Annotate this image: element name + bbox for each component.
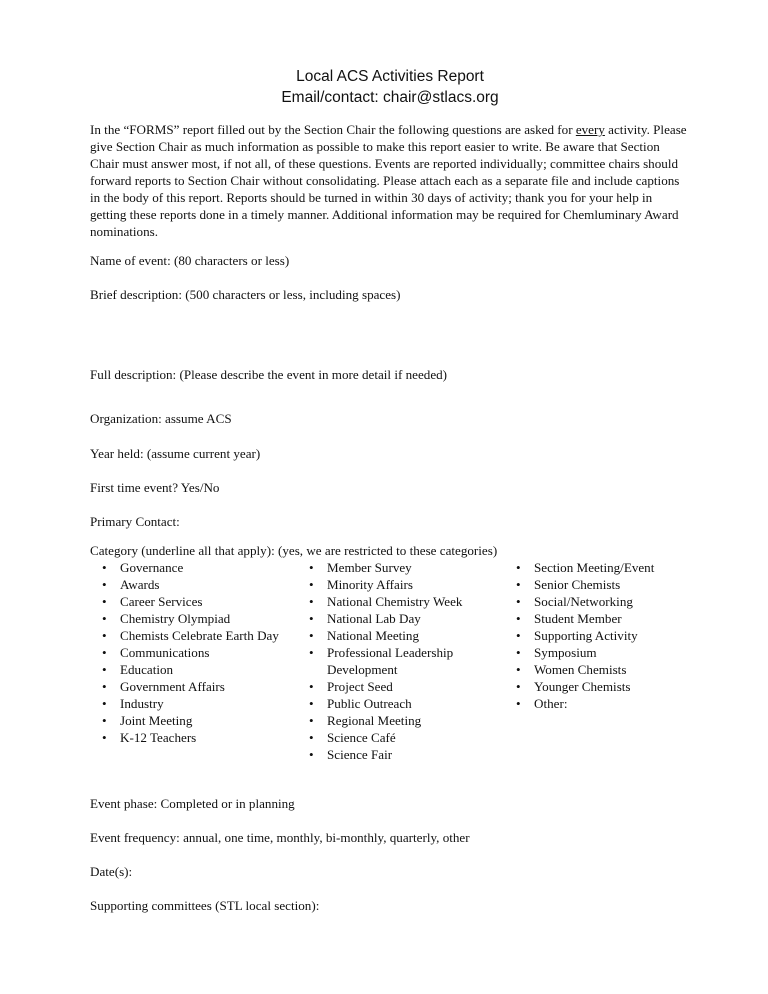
category-item [100, 695, 300, 712]
category-item [100, 576, 300, 593]
category-item [307, 610, 507, 627]
category-label: Joint Meeting [120, 713, 193, 728]
category-item [100, 729, 300, 746]
intro-underlined-word: every [575, 122, 605, 137]
category-label: National Meeting [327, 628, 419, 643]
bullet-icon: • [102, 645, 107, 660]
category-column-1 [100, 559, 300, 746]
bullet-icon: • [516, 560, 521, 575]
header [90, 66, 690, 108]
bullet-icon: • [309, 679, 314, 694]
category-item [514, 593, 694, 610]
category-item [100, 712, 300, 729]
category-item [514, 661, 694, 678]
category-label: Science Fair [327, 747, 393, 762]
category-item [307, 559, 507, 576]
category-item [100, 661, 300, 678]
intro-text-rest: activity. Please give Section Chair as much information as possible to make this report easier to write. Be aware that Section Chair must answer most, if not all, of these questions. Events are reported individually; committee chairs should forward reports to Section Chair without consolidating. Please attach each as a separate file and include captions in the body of this report. Reports should be turned in within 30 days of activity; thank you for your help in getting these reports done in a timely manner. Additional information may be required for Chemluminary Award nominations. [90, 122, 687, 239]
field-organization: Organization: assume ACS [90, 411, 232, 426]
category-item [100, 593, 300, 610]
bullet-icon: • [102, 730, 107, 745]
bullet-icon: • [102, 696, 107, 711]
category-item [100, 644, 300, 661]
field-supporting-committees: Supporting committees (STL local section): [90, 898, 320, 913]
category-label: Student Member [534, 611, 622, 626]
category-label: Social/Networking [534, 594, 633, 609]
category-label: K-12 Teachers [120, 730, 197, 745]
category-item [100, 678, 300, 695]
field-full-description: Full description: (Please describe the event in more detail if needed) [90, 367, 448, 382]
bullet-icon: • [516, 662, 521, 677]
field-dates: Date(s): [90, 864, 133, 879]
category-item [307, 644, 507, 678]
bullet-icon: • [102, 577, 107, 592]
category-column-3 [514, 559, 694, 712]
bullet-icon: • [516, 628, 521, 643]
category-label: Career Services [120, 594, 203, 609]
category-label: Section Meeting/Event [534, 560, 655, 575]
category-item [307, 593, 507, 610]
category-label: National Chemistry Week [327, 594, 463, 609]
category-label: Senior Chemists [534, 577, 621, 592]
category-label: Chemistry Olympiad [120, 611, 231, 626]
bullet-icon: • [516, 611, 521, 626]
bullet-icon: • [309, 628, 314, 643]
category-label: Communications [120, 645, 210, 660]
category-item [514, 678, 694, 695]
bullet-icon: • [102, 679, 107, 694]
bullet-icon: • [309, 560, 314, 575]
category-item [514, 559, 694, 576]
category-label: Other: [534, 696, 568, 711]
category-label: Governance [120, 560, 184, 575]
category-item [307, 678, 507, 695]
bullet-icon: • [309, 696, 314, 711]
field-event-frequency: Event frequency: annual, one time, monthly, bi-monthly, quarterly, other [90, 830, 470, 845]
category-item [100, 627, 300, 644]
field-first-time: First time event? Yes/No [90, 480, 220, 495]
bullet-icon: • [516, 679, 521, 694]
category-label: Chemists Celebrate Earth Day [120, 628, 279, 643]
category-item [307, 746, 507, 763]
category-label: Member Survey [327, 560, 412, 575]
bullet-icon: • [102, 628, 107, 643]
category-label: Regional Meeting [327, 713, 422, 728]
bullet-icon: • [102, 611, 107, 626]
category-item [514, 627, 694, 644]
category-label: Professional Leadership Development [327, 645, 454, 677]
bullet-icon: • [309, 594, 314, 609]
category-label: Minority Affairs [327, 577, 413, 592]
category-item [307, 695, 507, 712]
category-column-2 [307, 559, 507, 763]
bullet-icon: • [102, 713, 107, 728]
category-label: Public Outreach [327, 696, 412, 711]
bullet-icon: • [309, 645, 314, 660]
category-item [514, 576, 694, 593]
category-label: Industry [120, 696, 164, 711]
bullet-icon: • [309, 577, 314, 592]
category-label: Science Café [327, 730, 396, 745]
category-label: Women Chemists [534, 662, 627, 677]
field-event-phase: Event phase: Completed or in planning [90, 796, 295, 811]
bullet-icon: • [102, 662, 107, 677]
bullet-icon: • [516, 696, 521, 711]
category-item [307, 627, 507, 644]
category-item [514, 644, 694, 661]
category-item [307, 712, 507, 729]
bullet-icon: • [516, 577, 521, 592]
intro-text-start: In the “FORMS” report filled out by the Section Chair the following questions are asked for [90, 122, 576, 137]
bullet-icon: • [102, 594, 107, 609]
category-label: Awards [120, 577, 160, 592]
field-year-held: Year held: (assume current year) [90, 446, 261, 461]
bullet-icon: • [309, 730, 314, 745]
category-label: Younger Chemists [534, 679, 631, 694]
category-label: Project Seed [327, 679, 393, 694]
intro-paragraph [90, 121, 690, 240]
category-label: Government Affairs [120, 679, 225, 694]
category-item [307, 576, 507, 593]
category-label: Supporting Activity [534, 628, 638, 643]
category-heading: Category (underline all that apply): (yes, we are restricted to these categories) [90, 543, 498, 558]
field-name-of-event: Name of event: (80 characters or less) [90, 253, 290, 268]
category-label: Education [120, 662, 174, 677]
bullet-icon: • [516, 594, 521, 609]
category-item [514, 695, 694, 712]
bullet-icon: • [516, 645, 521, 660]
field-primary-contact: Primary Contact: [90, 514, 180, 529]
category-item [100, 559, 300, 576]
category-label: National Lab Day [327, 611, 421, 626]
category-label: Symposium [534, 645, 597, 660]
bullet-icon: • [309, 713, 314, 728]
category-item [514, 610, 694, 627]
field-brief-description: Brief description: (500 characters or less, including spaces) [90, 287, 401, 302]
bullet-icon: • [102, 560, 107, 575]
page-title: Local ACS Activities Report [296, 68, 484, 85]
bullet-icon: • [309, 747, 314, 762]
category-item [307, 729, 507, 746]
contact-line: Email/contact: chair@stlacs.org [281, 89, 499, 106]
bullet-icon: • [309, 611, 314, 626]
category-item [100, 610, 300, 627]
